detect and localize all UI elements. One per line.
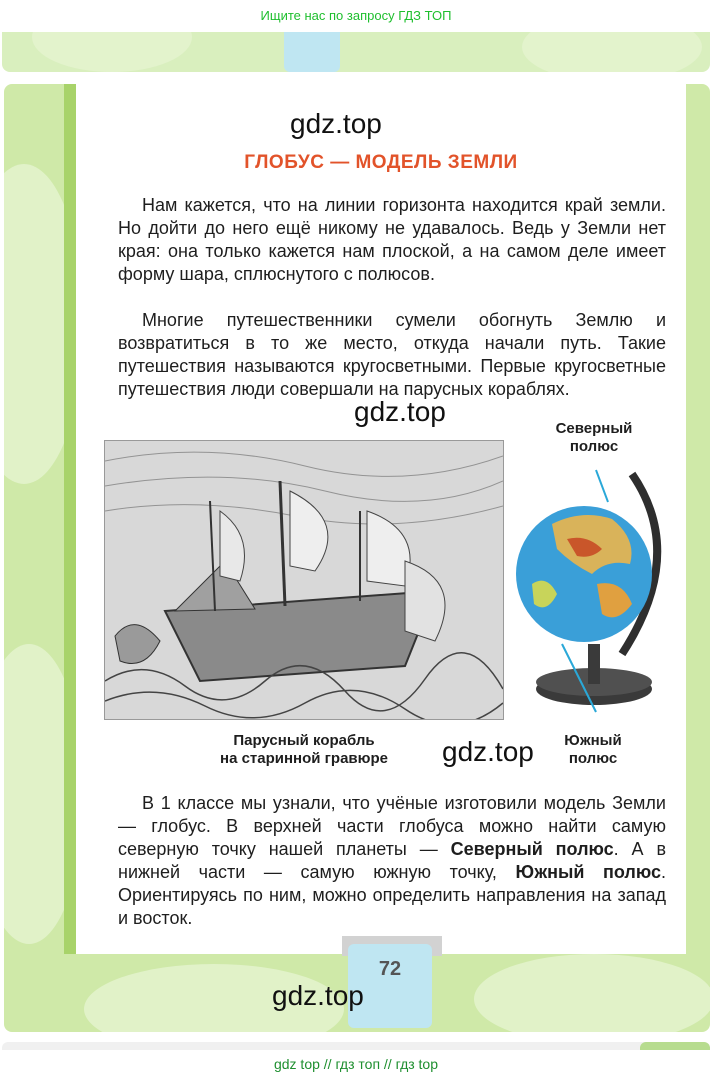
leaf-decoration (474, 954, 710, 1032)
bottom-watermark: gdz top // гдз топ // гдз top (273, 1056, 439, 1072)
next-page-edge (2, 1042, 710, 1050)
search-hint-text: Ищите нас по запросу ГДЗ ТОП (260, 8, 452, 23)
north-pole-label: Северный полюс (555, 420, 633, 455)
watermark: gdz.top (290, 108, 382, 139)
watermark: gdz.top (354, 396, 446, 427)
page-title: ГЛОБУС — МОДЕЛЬ ЗЕМЛИ (244, 152, 518, 173)
watermark: gdz.top (442, 736, 534, 767)
page-content (76, 84, 686, 954)
next-page-tab (640, 1042, 710, 1050)
ship-caption: Парусный корабль на старинной гравюре (220, 732, 388, 767)
top-banner (0, 0, 712, 32)
textbook-page (4, 84, 710, 1032)
paragraph-globe: В 1 классе мы узнали, что учёные изготовили модель Земли — глобус. В верхней части глобуса можно найти самую северную точку нашей планеты — Северный полюс. А в нижней части — самую южную точку, Южный полюс. Ориентируясь по ним, можно определить направления на запад и восток. (118, 793, 667, 928)
previous-page-edge (2, 32, 710, 72)
leaf-decoration (32, 32, 192, 72)
previous-page-tab (284, 32, 340, 72)
paragraph-travels: Многие путешественники сумели обогнуть Землю и возвратиться в то же место, откуда начали путь. Такие путешествия называются кругосветными. Первые кругосветные путешествия люди совершали на парусных кораблях. (118, 310, 666, 399)
sidebar-stripe (64, 84, 76, 954)
watermark: gdz.top (272, 980, 364, 1011)
paragraph-horizon: Нам кажется, что на линии горизонта находится край земли. Но дойти до него ещё никому не удавалось. Ведь у Земли нет края: она только кажется нам плоской, а на самом деле имеет форму шара, сплюснутого с полюсов. (118, 195, 666, 284)
south-pole-label: Южный полюс (564, 732, 622, 767)
page-number: 72 (378, 958, 402, 980)
leaf-decoration (522, 32, 702, 72)
sailing-ship-engraving (104, 440, 504, 720)
globe-illustration (512, 464, 682, 714)
